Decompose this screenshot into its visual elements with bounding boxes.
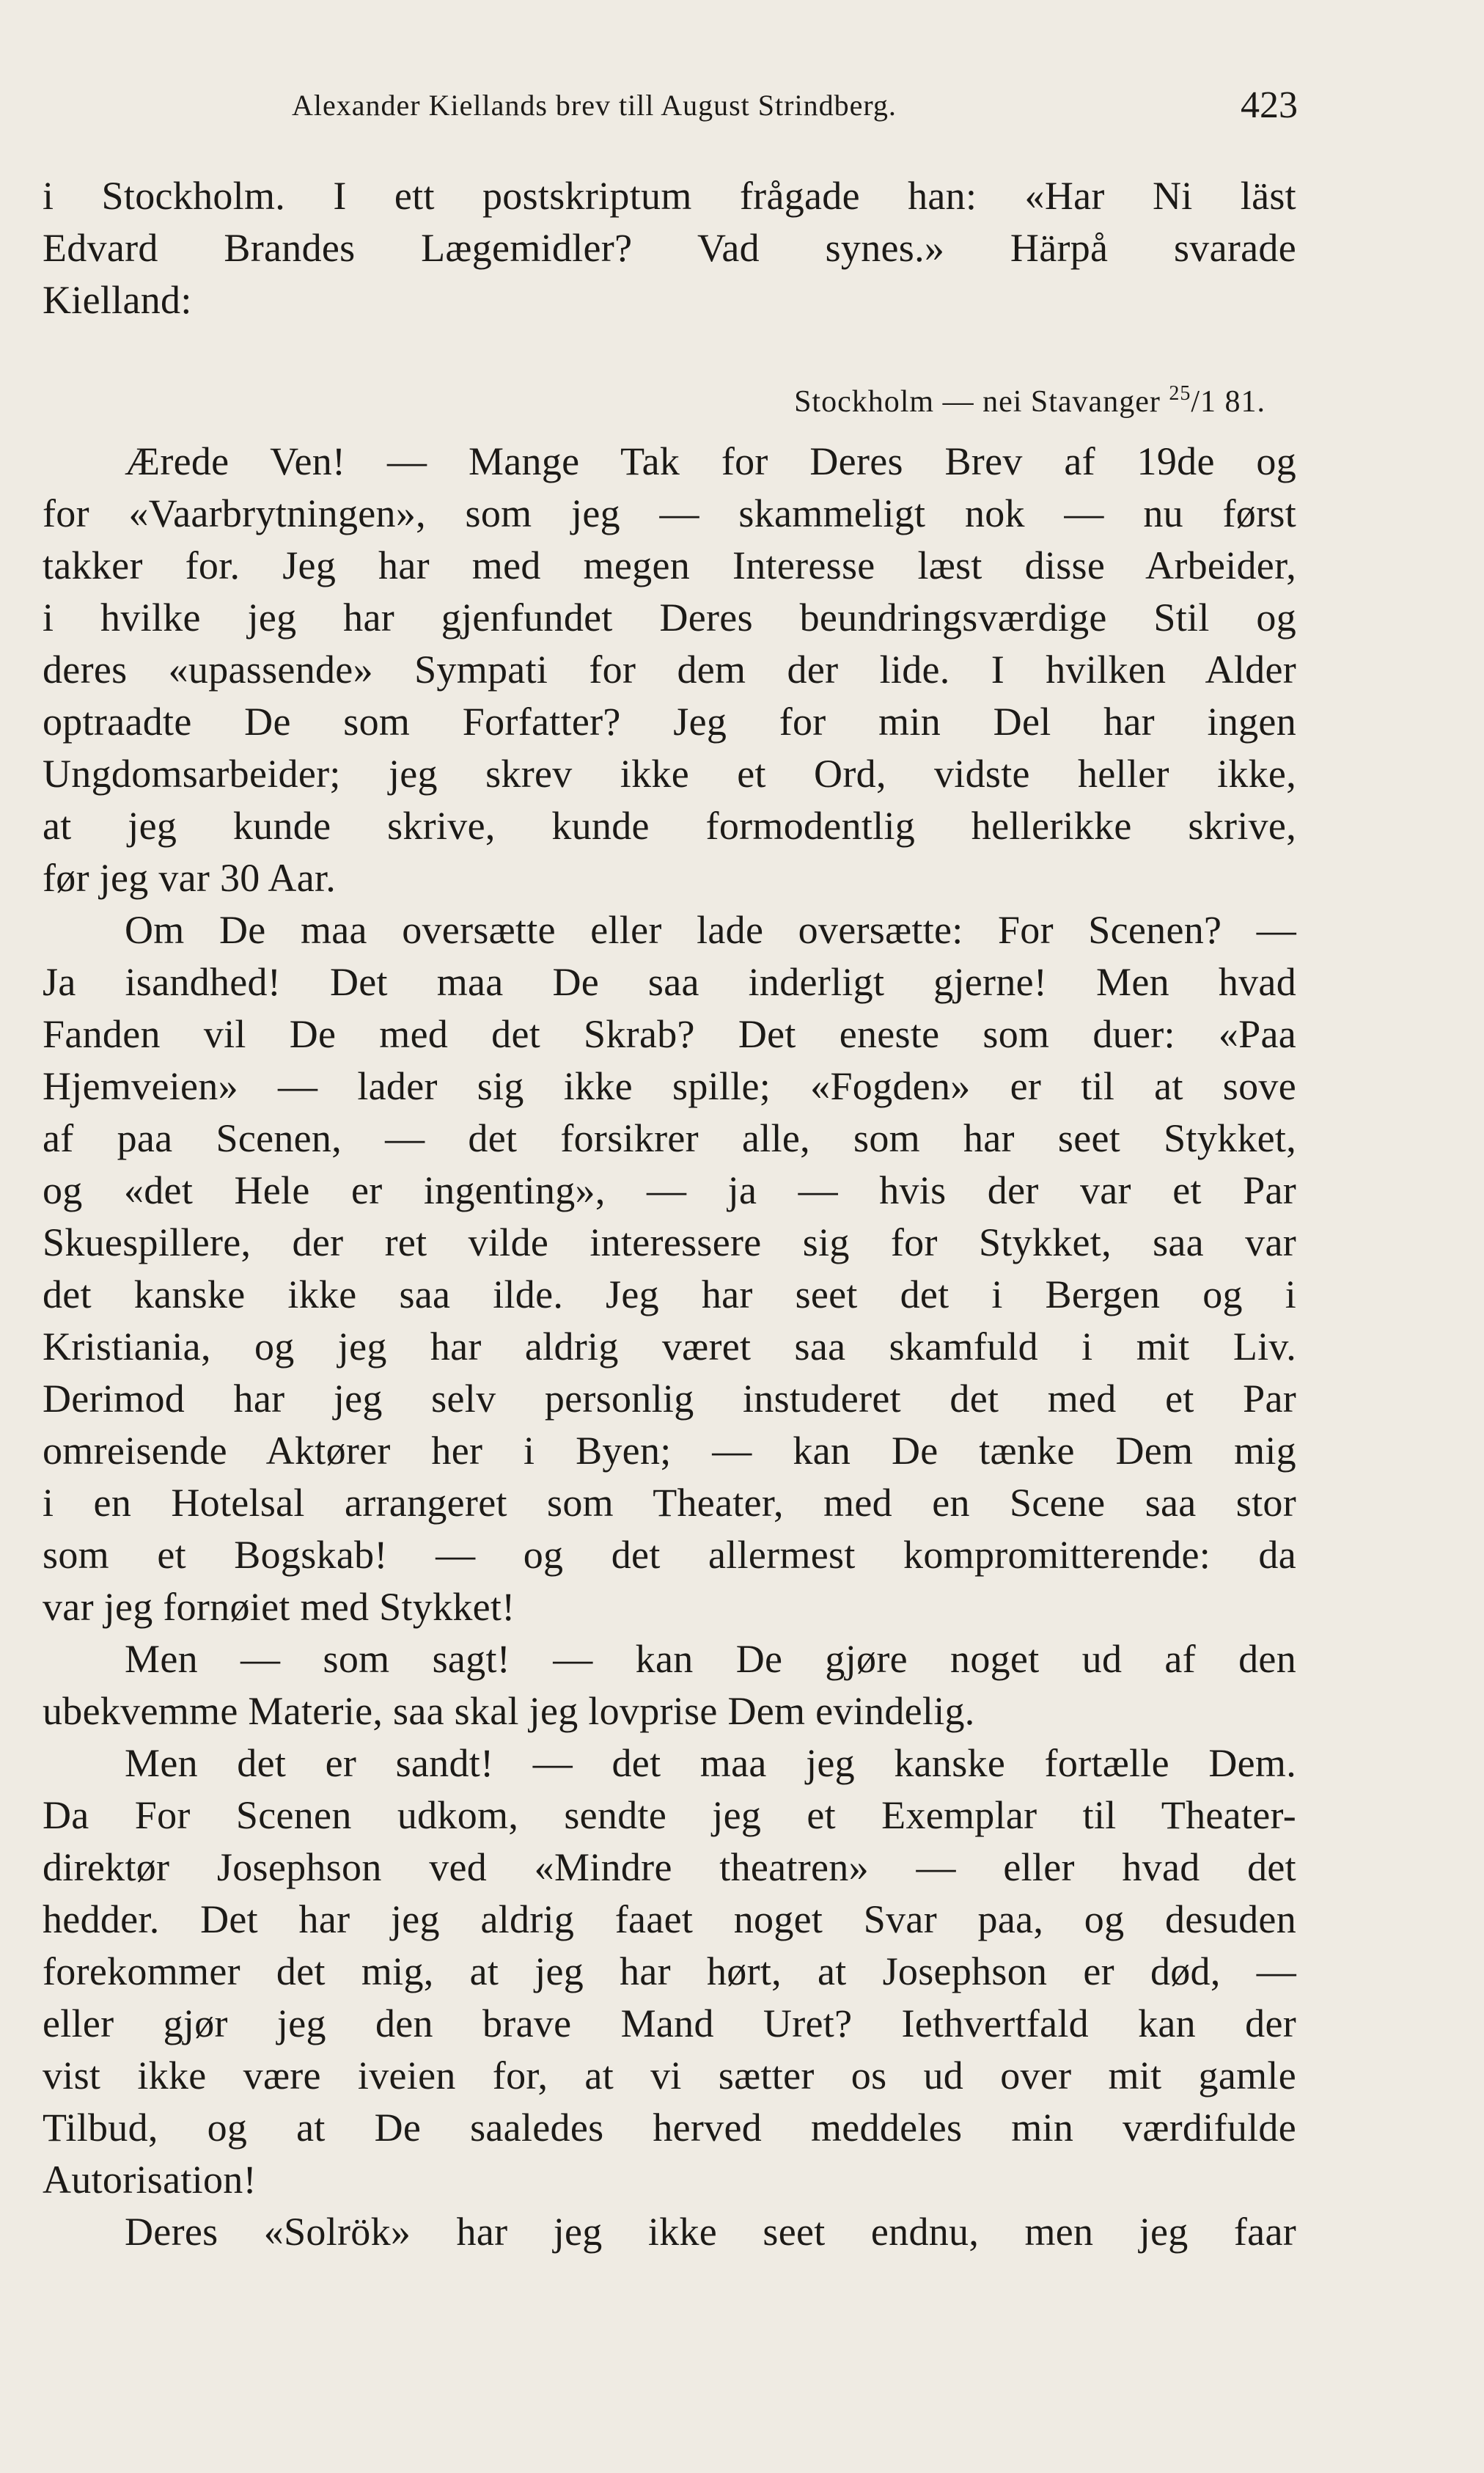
letter-line: af paa Scenen, — det forsikrer alle, som har seet Stykket, [43, 1116, 1296, 1160]
letter-line: vist ikke være iveien for, at vi sætter os ud over mit gamle [43, 2053, 1296, 2098]
page-number: 423 [1241, 84, 1298, 126]
dateline-month-year: /1 81. [1191, 385, 1266, 419]
letter-line: Tilbud, og at De saaledes herved meddeles min værdifulde [43, 2106, 1296, 2150]
letter-line: og «det Hele er ingenting», — ja — hvis der var et Par [43, 1168, 1296, 1212]
letter-line: Ja isandhed! Det maa De saa inderligt gjerne! Men hvad [43, 960, 1296, 1004]
text-line: Kielland: [43, 278, 192, 322]
running-title: Alexander Kiellands brev till August Strindberg. [292, 89, 897, 122]
letter-line: direktør Josephson ved «Mindre theatren» — eller hvad det [43, 1845, 1296, 1889]
letter-line: Skuespillere, der ret vilde interessere sig for Stykket, saa var [43, 1220, 1296, 1264]
letter-line: Ærede Ven! — Mange Tak for Deres Brev af 19de og [125, 439, 1296, 483]
letter-line: Men — som sagt! — kan De gjøre noget ud af den [125, 1637, 1296, 1681]
letter-line: Om De maa oversætte eller lade oversætte: For Scenen? — [125, 908, 1296, 952]
letter-line: Autorisation! [43, 2158, 257, 2202]
text-line: i Stockholm. I ett postskriptum frågade han: «Har Ni läst [43, 174, 1296, 218]
letter-line: Hjemveien» — lader sig ikke spille; «Fogden» er til at sove [43, 1064, 1296, 1108]
letter-line: Da For Scenen udkom, sendte jeg et Exemplar til Theater- [43, 1793, 1296, 1837]
letter-dateline [43, 367, 1296, 420]
intro-paragraph [43, 170, 1296, 326]
letter-line: i en Hotelsal arrangeret som Theater, med en Scene saa stor [43, 1481, 1296, 1525]
dateline-place: Stockholm — nei Stavanger [794, 385, 1169, 419]
letter-line: var jeg fornøiet med Stykket! [43, 1585, 515, 1629]
letter-line: Men det er sandt! — det maa jeg kanske fortælle Dem. [125, 1741, 1296, 1785]
text-line: Edvard Brandes Lægemidler? Vad synes.» Härpå svarade [43, 226, 1296, 270]
letter-line: som et Bogskab! — og det allermest kompromitterende: da [43, 1533, 1296, 1577]
letter-line: Fanden vil De med det Skrab? Det eneste som duer: «Paa [43, 1012, 1296, 1056]
letter-line: optraadte De som Forfatter? Jeg for min Del har ingen [43, 700, 1296, 744]
letter-line: Ungdomsarbeider; jeg skrev ikke et Ord, vidste heller ikke, [43, 752, 1296, 796]
letter-line: i hvilke jeg har gjenfundet Deres beundringsværdige Stil og [43, 596, 1296, 640]
letter-line: det kanske ikke saa ilde. Jeg har seet det i Bergen og i [43, 1272, 1296, 1316]
page-body [43, 170, 1296, 2258]
letter-line: Derimod har jeg selv personlig instuderet det med et Par [43, 1377, 1296, 1421]
letter-line: for «Vaarbrytningen», som jeg — skammeligt nok — nu først [43, 491, 1296, 535]
letter-line: før jeg var 30 Aar. [43, 856, 337, 900]
letter-line: Deres «Solrök» har jeg ikke seet endnu, men jeg faar [125, 2210, 1296, 2254]
page-header [0, 84, 1484, 132]
letter-line: hedder. Det har jeg aldrig faaet noget Svar paa, og desuden [43, 1897, 1296, 1941]
letter-line: omreisende Aktører her i Byen; — kan De tænke Dem mig [43, 1429, 1296, 1473]
letter-line: Kristiania, og jeg har aldrig været saa skamfuld i mit Liv. [43, 1325, 1296, 1369]
letter-line: ubekvemme Materie, saa skal jeg lovprise Dem evindelig. [43, 1689, 975, 1733]
letter-body [43, 436, 1296, 2258]
letter-line: deres «upassende» Sympati for dem der lide. I hvilken Alder [43, 648, 1296, 692]
letter-line: forekommer det mig, at jeg har hørt, at Josephson er død, — [43, 1949, 1296, 1993]
dateline-day: 25 [1169, 382, 1191, 405]
letter-line: at jeg kunde skrive, kunde formodentlig hellerikke skrive, [43, 804, 1296, 848]
letter-line: eller gjør jeg den brave Mand Uret? Iethvertfald kan der [43, 2001, 1296, 2045]
letter-line: takker for. Jeg har med megen Interesse læst disse Arbeider, [43, 543, 1296, 587]
